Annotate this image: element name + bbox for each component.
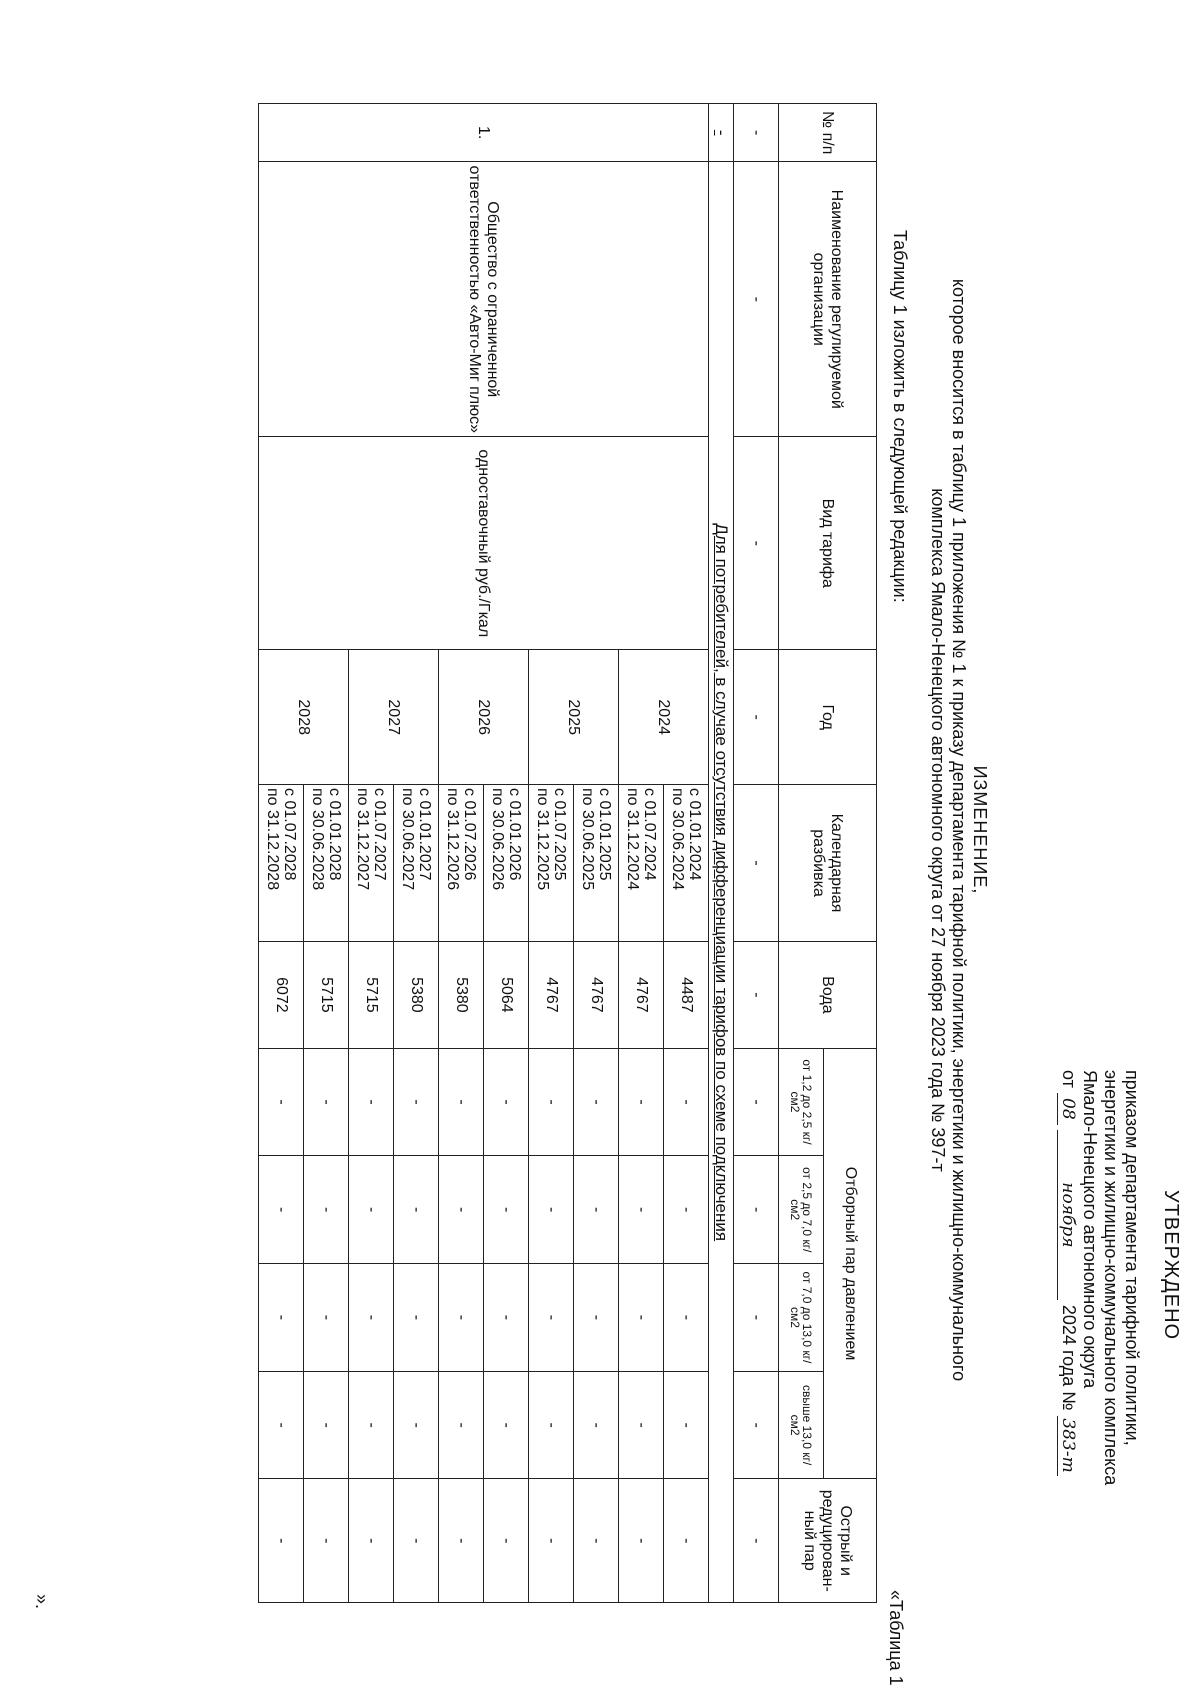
header-year: Год — [779, 650, 877, 785]
water-value: 5064 — [484, 942, 529, 1049]
water-value: 4487 — [664, 942, 709, 1049]
year-cell: 2027 — [349, 650, 439, 785]
dash-cell: - — [484, 1371, 529, 1479]
dash-cell: - — [734, 942, 779, 1049]
dash-cell: - — [619, 1264, 664, 1372]
period-to: по 31.12.2027 — [354, 788, 371, 891]
dash-cell: - — [734, 1048, 779, 1156]
dash-cell: - — [439, 1371, 484, 1479]
dash-cell: - — [304, 1371, 349, 1479]
approval-date-line — [1057, 1070, 1079, 1476]
approval-line-1: приказом департамента тарифной политики, — [1122, 1070, 1142, 1446]
header-num: № п/п — [779, 104, 877, 162]
water-value: 4767 — [529, 942, 574, 1049]
approval-title-text: УТВЕРЖДЕНО — [1160, 1190, 1182, 1341]
approval-line-3: Ямало-Ненецкого автономного округа — [1080, 1070, 1100, 1389]
period-cell — [394, 785, 439, 942]
dash-cell: - — [619, 1371, 664, 1479]
dash-cell: - — [574, 1264, 619, 1372]
period-cell — [484, 785, 529, 942]
date-month: ноября — [1057, 1130, 1078, 1300]
dash-cell: - — [529, 1479, 574, 1603]
dash-cell: - — [259, 1371, 304, 1479]
water-value: 5380 — [394, 942, 439, 1049]
header-steam-4: свыше 13,0 кг/см2 — [779, 1371, 824, 1479]
dash-cell: - — [349, 1048, 394, 1156]
row-number: 1. — [259, 104, 709, 162]
header-row-1 — [824, 104, 877, 1603]
year-cell: 2024 — [619, 650, 709, 785]
dash-cell: - — [619, 1479, 664, 1603]
heading-title: ИЗМЕНЕНИЕ, — [970, 765, 990, 895]
dash-cell: - — [439, 1264, 484, 1372]
dash-cell: - — [394, 1156, 439, 1264]
period-to: по 30.06.2027 — [399, 788, 416, 891]
period-to: по 30.06.2025 — [579, 788, 596, 891]
period-from: с 01.01.2026 — [506, 788, 523, 881]
table-label: «Таблица 1 — [886, 1590, 906, 1686]
dash-cell: - — [619, 1048, 664, 1156]
document-heading — [927, 40, 990, 1620]
dash-cell: - — [484, 1479, 529, 1603]
period-from: с 01.01.2024 — [686, 788, 703, 881]
dash-cell: - — [574, 1048, 619, 1156]
dash-cell: - — [664, 1264, 709, 1372]
intro-text: Таблицу 1 изложить в следующей редакции: — [890, 230, 910, 603]
dash-cell: - — [529, 1156, 574, 1264]
dash-cell: - — [484, 1264, 529, 1372]
dash-cell: - — [709, 104, 734, 162]
dash-cell: - — [349, 1371, 394, 1479]
dash-cell: - — [394, 1371, 439, 1479]
dash-cell: - — [394, 1048, 439, 1156]
header-period: Календарная разбивка — [779, 785, 877, 942]
dash-cell: - — [394, 1479, 439, 1603]
dash-cell: - — [734, 104, 779, 162]
dash-cell: - — [529, 1264, 574, 1372]
period-cell — [439, 785, 484, 942]
order-number: 383-т — [1057, 1416, 1078, 1476]
organization-name: Общество с ограниченной ответственностью «Авто-Миг плюс» — [259, 162, 709, 437]
dash-cell: - — [529, 1371, 574, 1479]
dash-cell: - — [529, 1048, 574, 1156]
period-to: по 30.06.2026 — [489, 788, 506, 891]
header-org: Наименование регулируемой организации — [779, 162, 877, 437]
water-value: 4767 — [574, 942, 619, 1049]
period-from: с 01.07.2026 — [461, 788, 478, 881]
dash-cell: - — [664, 1156, 709, 1264]
period-from: с 01.07.2027 — [371, 788, 388, 881]
period-from: с 01.01.2027 — [416, 788, 433, 881]
dash-cell: - — [664, 1479, 709, 1603]
period-cell — [259, 785, 304, 942]
dash-cell: - — [574, 1371, 619, 1479]
period-cell — [304, 785, 349, 942]
period-rows — [259, 104, 709, 1603]
period-from: с 01.07.2025 — [551, 788, 568, 881]
period-cell — [664, 785, 709, 942]
dash-cell: - — [734, 162, 779, 437]
dash-cell: - — [574, 1479, 619, 1603]
dash-cell: - — [734, 1479, 779, 1603]
heading-line-2: комплекса Ямало-Ненецкого автономного округа от 27 ноября 2023 года № 397-т — [928, 488, 948, 1172]
header-water: Вода — [779, 942, 877, 1049]
dash-cell: - — [304, 1479, 349, 1603]
consumer-note: Для потребителей, в случае отсутствия дифференциации тарифов по схеме подключения — [709, 162, 734, 1603]
year-cell: 2026 — [439, 650, 529, 785]
period-cell — [574, 785, 619, 942]
period-cell — [619, 785, 664, 942]
header-steam-1: от 1,2 до 2,5 кг/см2 — [779, 1048, 824, 1156]
dash-cell: - — [734, 437, 779, 650]
dash-cell: - — [259, 1048, 304, 1156]
tariff-table — [258, 103, 877, 1603]
date-year: 2024 года № — [1059, 1304, 1079, 1411]
dash-cell: - — [394, 1264, 439, 1372]
approval-line-2: энергетики и жилищно-коммунального комплекса — [1101, 1070, 1121, 1486]
closing-mark: ». — [32, 1594, 52, 1610]
period-to: по 31.12.2025 — [534, 788, 551, 891]
dash-cell: - — [349, 1479, 394, 1603]
note-row — [709, 104, 734, 1603]
period-to: по 30.06.2028 — [309, 788, 326, 891]
dash-cell: - — [259, 1156, 304, 1264]
dash-cell: - — [259, 1479, 304, 1603]
dash-cell: - — [574, 1156, 619, 1264]
period-to: по 31.12.2028 — [264, 788, 281, 891]
period-row — [664, 104, 709, 1603]
dash-cell: - — [734, 650, 779, 785]
water-value: 4767 — [619, 942, 664, 1049]
dash-cell: - — [259, 1264, 304, 1372]
dash-cell: - — [349, 1156, 394, 1264]
dash-row-1 — [734, 104, 779, 1603]
period-to: по 30.06.2024 — [669, 788, 686, 891]
period-from: с 01.01.2028 — [326, 788, 343, 881]
period-cell — [349, 785, 394, 942]
dash-cell: - — [439, 1156, 484, 1264]
dash-cell: - — [664, 1048, 709, 1156]
period-from: с 01.01.2025 — [596, 788, 613, 881]
header-sharp-steam: Острый и редуцирован-ный пар — [779, 1479, 877, 1603]
period-to: по 31.12.2024 — [624, 788, 641, 891]
dash-cell: - — [304, 1156, 349, 1264]
dash-cell: - — [484, 1156, 529, 1264]
period-from: с 01.07.2028 — [281, 788, 298, 881]
tariff-kind: одноставочный руб./Гкал — [259, 437, 709, 650]
dash-cell: - — [664, 1371, 709, 1479]
period-to: по 31.12.2026 — [444, 788, 461, 891]
period-from: с 01.07.2024 — [641, 788, 658, 881]
dash-cell: - — [734, 1371, 779, 1479]
header-steam-2: от 2,5 до 7,0 кг/см2 — [779, 1156, 824, 1264]
date-prefix: от — [1059, 1070, 1079, 1088]
dash-cell: - — [439, 1048, 484, 1156]
dash-cell: - — [439, 1479, 484, 1603]
water-value: 5380 — [439, 942, 484, 1049]
header-tariff: Вид тарифа — [779, 437, 877, 650]
date-day: 08 — [1057, 1093, 1078, 1125]
header-steam-3: от 7,0 до 13,0 кг/см2 — [779, 1264, 824, 1372]
water-value: 6072 — [259, 942, 304, 1049]
header-steam: Отборный пар давлением — [824, 1048, 877, 1479]
dash-cell: - — [304, 1048, 349, 1156]
dash-cell: - — [734, 785, 779, 942]
year-cell: 2025 — [529, 650, 619, 785]
dash-cell: - — [734, 1264, 779, 1372]
dash-cell: - — [734, 1156, 779, 1264]
year-cell: 2028 — [259, 650, 349, 785]
period-cell — [529, 785, 574, 942]
dash-cell: - — [484, 1048, 529, 1156]
dash-cell: - — [304, 1264, 349, 1372]
heading-line-1: которое вносится в таблицу 1 приложения № 1 к приказу департамента тарифной политики, энергетики и жилищно-коммунального — [949, 278, 969, 1382]
dash-cell: - — [619, 1156, 664, 1264]
water-value: 5715 — [349, 942, 394, 1049]
water-value: 5715 — [304, 942, 349, 1049]
dash-cell: - — [349, 1264, 394, 1372]
